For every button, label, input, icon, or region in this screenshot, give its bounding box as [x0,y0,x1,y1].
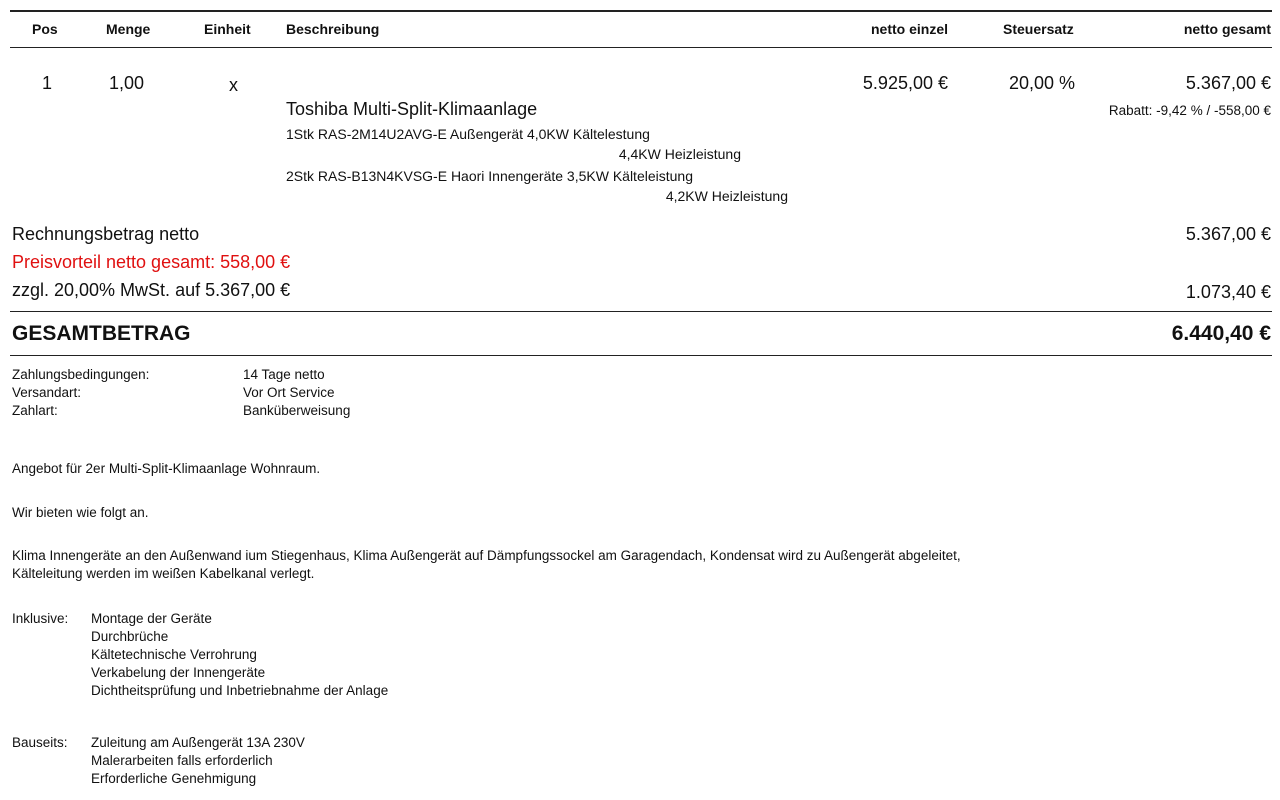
header-einheit: Einheit [204,21,251,37]
terms-value: Banküberweisung [243,403,351,418]
row-desc-line-3: 2Stk RAS-B13N4KVSG-E Haori Innengeräte 3,5KW Kälteleistung [286,168,693,184]
list-item: Durchbrüche [91,629,169,644]
terms-label: Versandart: [12,385,82,400]
header-beschreibung: Beschreibung [286,21,380,37]
row-rabatt: Rabatt: -9,42 % / -558,00 € [1108,103,1271,118]
mwst-value: 1.073,40 € [1185,282,1271,302]
header-pos: Pos [32,21,58,37]
bauseits-label: Bauseits: [12,735,68,750]
list-item: Malerarbeiten falls erforderlich [91,753,273,768]
row-desc-line-4: 4,2KW Heizleistung [665,188,788,204]
list-item: Dichtheitsprüfung und Inbetriebnahme der Anlage [91,683,389,698]
row-netto-gesamt: 5.367,00 € [1185,73,1271,93]
note-klima-line-1: Klima Innengeräte an den Außenwand ium Stiegenhaus, Klima Außengerät auf Dämpfungssockel am Garagendach, Kondensat wird zu Außengerät abgeleitet, [12,548,961,563]
note-bieten: Wir bieten wie folgt an. [12,505,149,520]
preisvorteil: Preisvorteil netto gesamt: 558,00 € [12,252,291,272]
list-item: Erforderliche Genehmigung [91,771,257,786]
header-netto-einzel: netto einzel [870,21,948,37]
note-klima-line-2: Kälteleitung werden im weißen Kabelkanal verlegt. [12,566,315,581]
table-top-rule [10,10,1272,12]
header-steuersatz: Steuersatz [1003,21,1074,37]
row-netto-einzel: 5.925,00 € [862,73,948,93]
row-einheit: x [229,75,238,95]
row-title: Toshiba Multi-Split-Klimaanlage [286,99,538,119]
gesamt-value: 6.440,40 € [1171,322,1271,345]
header-netto-gesamt: netto gesamt [1183,21,1271,37]
list-item: Verkabelung der Innengeräte [91,665,266,680]
gesamt-label: GESAMTBETRAG [12,322,191,345]
header-menge: Menge [106,21,151,37]
row-desc-line-1: 1Stk RAS-2M14U2AVG-E Außengerät 4,0KW Kältelestung [286,126,650,142]
note-angebot: Angebot für 2er Multi-Split-Klimaanlage Wohnraum. [12,461,321,476]
row-menge: 1,00 [109,73,145,93]
mwst-label: zzgl. 20,00% MwSt. auf 5.367,00 € [12,280,291,300]
terms-label: Zahlungsbedingungen: [12,367,150,382]
table-header-rule [10,47,1272,48]
netto-label: Rechnungsbetrag netto [12,224,200,244]
inklusive-label: Inklusive: [12,611,69,626]
list-item: Zuleitung am Außengerät 13A 230V [91,735,305,750]
row-desc-line-2: 4,4KW Heizleistung [618,146,741,162]
gesamt-rule [10,355,1272,356]
list-item: Kältetechnische Verrohrung [91,647,257,662]
terms-label: Zahlart: [12,403,58,418]
netto-value: 5.367,00 € [1185,224,1271,244]
list-item: Montage der Geräte [91,611,212,626]
terms-value: Vor Ort Service [243,385,335,400]
row-pos: 1 [42,73,53,93]
totals-rule [10,311,1272,312]
terms-value: 14 Tage netto [243,367,325,382]
row-steuersatz: 20,00 % [1009,73,1076,93]
